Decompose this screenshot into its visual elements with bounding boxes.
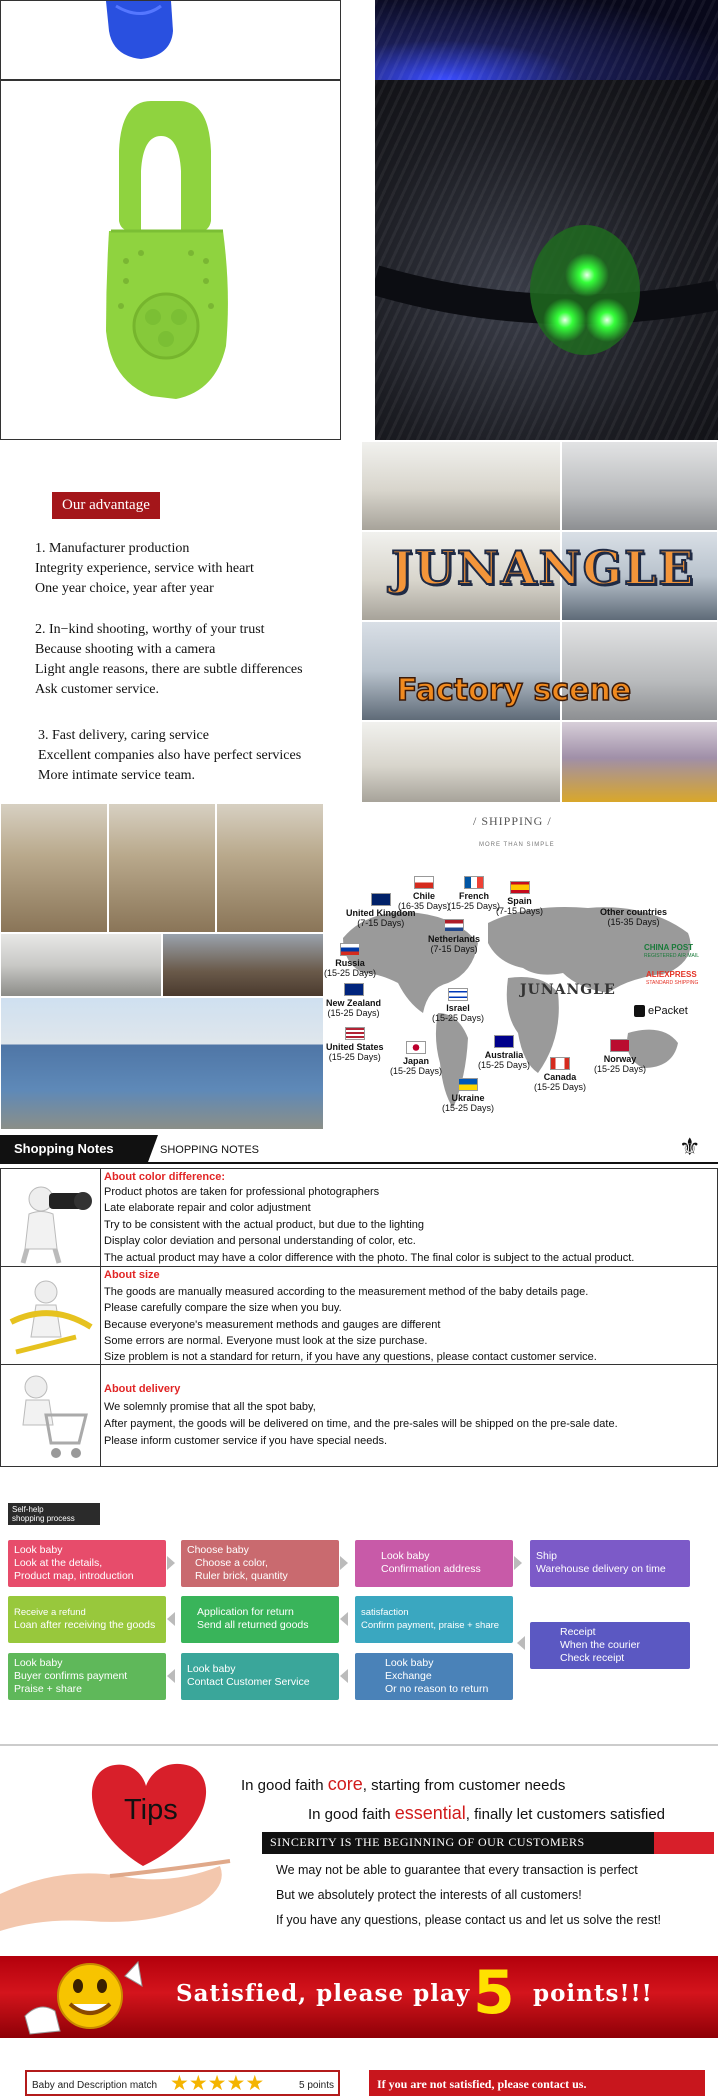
ukraine-flag-icon xyxy=(458,1078,478,1091)
process-step: Receive a refund Loan after receiving the goods xyxy=(8,1596,166,1643)
country-israel: Israel (15-25 Days) xyxy=(432,988,484,1023)
warehouse-photo xyxy=(0,803,108,933)
country-united-states: United States (15-25 Days) xyxy=(326,1027,384,1062)
spain-flag-icon xyxy=(510,881,530,894)
measuring-tape-icon xyxy=(1,1267,101,1364)
process-arrow xyxy=(514,1556,522,1570)
advantage-line: 2. In−kind shooting, worthy of your trust xyxy=(35,622,265,637)
country-chile: Chile (16-35 Days) xyxy=(398,876,450,911)
rating-box xyxy=(25,2070,340,2096)
process-tag: Self-help shopping process xyxy=(8,1503,100,1525)
factory-brand: JUNANGLE xyxy=(391,541,696,595)
notes-tab-arrow xyxy=(148,1135,158,1162)
notes-line: Late elaborate repair and color adjustment xyxy=(104,1202,311,1214)
green-light-photo xyxy=(0,80,341,440)
tips-note: But we absolutely protect the interests of all customers! xyxy=(276,1888,582,1902)
tips-line-core: In good faith core, starting from customer needs xyxy=(241,1774,566,1794)
uk-flag-icon xyxy=(371,893,391,906)
advantage-line: One year choice, year after year xyxy=(35,581,214,596)
process-arrow xyxy=(167,1556,175,1570)
russia-flag-icon xyxy=(340,943,360,956)
rating-stars xyxy=(170,2073,264,2095)
epacket-icon xyxy=(634,1005,645,1017)
shipping-panel xyxy=(324,803,718,1130)
notes-line: Some errors are normal. Everyone must look at the size purchase. xyxy=(104,1335,428,1347)
notes-icon-cell xyxy=(1,1169,101,1266)
warehouse-collage xyxy=(0,803,324,1130)
heart-in-hand-icon xyxy=(0,1746,250,1958)
notes-icon-cell xyxy=(1,1365,101,1466)
country-spain: Spain (7-15 Days) xyxy=(496,881,543,916)
process-arrow xyxy=(340,1669,348,1683)
process-step: Receipt When the courier Check receipt xyxy=(530,1622,690,1669)
australia-flag-icon xyxy=(494,1035,514,1048)
notes-heading: About color difference: xyxy=(104,1171,226,1183)
blue-glow-photo xyxy=(375,0,718,80)
green-silicone-light-icon xyxy=(1,81,342,441)
country-australia: Australia (15-25 Days) xyxy=(478,1035,530,1070)
not-satisfied-notice: If you are not satisfied, please contact us. xyxy=(369,2070,705,2096)
usa-flag-icon xyxy=(345,1027,365,1040)
star-icon: ★ xyxy=(170,2072,189,2095)
notes-line: Size problem is not a standard for return, if you have any questions, please contact customer service. xyxy=(104,1351,597,1363)
country-norway: Norway (15-25 Days) xyxy=(594,1039,646,1074)
process-step: Look baby Buyer confirms payment Praise + share xyxy=(8,1653,166,1700)
chile-flag-icon xyxy=(414,876,434,889)
warehouse-photo xyxy=(0,933,162,997)
advantage-line: Because shooting with a camera xyxy=(35,642,216,657)
factory-photo xyxy=(561,441,718,531)
process-step: Look baby Contact Customer Service xyxy=(181,1653,339,1700)
satisfied-five: 5 xyxy=(473,1958,515,2028)
advantage-line: 3. Fast delivery, caring service xyxy=(38,728,209,743)
tips-note: If you have any questions, please contact us and let us solve the rest! xyxy=(276,1913,661,1927)
shipping-title: / SHIPPING / xyxy=(473,814,552,828)
notes-line: Display color deviation and personal understanding of color, etc. xyxy=(104,1235,416,1247)
courier-china-post: CHINA POST REGISTERED AIR MAIL xyxy=(644,943,700,959)
star-icon: ★ xyxy=(226,2072,246,2095)
notes-line: Please inform customer service if you have special needs. xyxy=(104,1435,388,1447)
notes-line: The goods are manually measured according to the measurement method of the baby details page. xyxy=(104,1286,589,1298)
country-other: Other countries (15-35 Days) xyxy=(600,907,668,927)
country-netherlands: Netherlands (7-15 Days) xyxy=(428,919,480,954)
country-ukraine: Ukraine (15-25 Days) xyxy=(442,1078,494,1113)
tips-note: We may not be able to guarantee that every transaction is perfect xyxy=(276,1863,638,1877)
process-step: Look baby Confirmation address xyxy=(355,1540,513,1587)
notes-row-delivery xyxy=(0,1364,718,1467)
advantage-line: Integrity experience, service with heart xyxy=(35,561,254,576)
norway-flag-icon xyxy=(610,1039,630,1052)
process-arrow xyxy=(167,1612,175,1626)
advantage-line: More intimate service team. xyxy=(38,768,196,783)
star-icon: ★ xyxy=(207,2072,227,2095)
warehouse-photo xyxy=(108,803,216,933)
satisfied-text-post: points!!! xyxy=(533,1980,653,2007)
shopping-cart-person-icon xyxy=(1,1365,101,1466)
netherlands-flag-icon xyxy=(444,919,464,932)
star-icon: ★ xyxy=(188,2072,208,2095)
warehouse-photo xyxy=(216,803,324,933)
process-arrow xyxy=(340,1612,348,1626)
factory-collage xyxy=(361,441,718,803)
country-japan: Japan (15-25 Days) xyxy=(390,1041,442,1076)
shopping-notes-bar xyxy=(0,1135,718,1164)
notes-line: Please carefully compare the size when you buy. xyxy=(104,1302,342,1314)
shipping-subtitle: MORE THAN SIMPLE xyxy=(479,842,555,848)
advantage-line: Ask customer service. xyxy=(35,682,160,697)
tips-line-essential: In good faith essential, finally let customers satisfied xyxy=(308,1803,666,1823)
country-french: French (15-25 Days) xyxy=(448,876,500,911)
france-flag-icon xyxy=(464,876,484,889)
blue-light-photo xyxy=(0,0,341,80)
shopping-notes-subtitle: SHOPPING NOTES xyxy=(160,1144,260,1156)
camera-person-icon xyxy=(1,1169,101,1266)
rating-label: Baby and Description match xyxy=(32,2080,158,2091)
notes-row-color xyxy=(0,1168,718,1267)
notes-icon-cell xyxy=(1,1267,101,1364)
newzealand-flag-icon xyxy=(344,983,364,996)
country-russia: Russia (15-25 Days) xyxy=(324,943,376,978)
notes-heading: About size xyxy=(104,1269,160,1281)
country-new-zealand: New Zealand (15-25 Days) xyxy=(326,983,381,1018)
process-step: Choose baby Choose a color, Ruler brick, quantity xyxy=(181,1540,339,1587)
process-step: satisfaction Confirm payment, praise + share xyxy=(355,1596,513,1643)
satisfied-banner xyxy=(0,1956,718,2038)
green-glow-photo xyxy=(375,80,718,440)
process-arrow xyxy=(167,1669,175,1683)
advantage-line: Excellent companies also have perfect services xyxy=(38,748,302,763)
factory-photo xyxy=(361,441,561,531)
shipping-brand: JUNANGLE xyxy=(520,982,616,998)
notes-row-size xyxy=(0,1266,718,1365)
notes-line: Try to be consistent with the actual product, but due to the lighting xyxy=(104,1219,425,1231)
process-step: Look baby Exchange Or no reason to return xyxy=(355,1653,513,1700)
factory-caption: Factory scene xyxy=(397,673,632,708)
factory-photo xyxy=(561,721,718,803)
advantage-line: 1. Manufacturer production xyxy=(35,541,190,556)
process-step: Look baby Look at the details, Product map, introduction xyxy=(8,1540,166,1587)
canada-flag-icon xyxy=(550,1057,570,1070)
green-glow-light-icon xyxy=(375,80,718,440)
fleur-de-lis-icon: ⚜ xyxy=(679,1134,701,1161)
star-icon: ★ xyxy=(245,2072,265,2095)
process-arrow xyxy=(340,1556,348,1570)
notes-line: After payment, the goods will be delivered on time, and the pre-sales will be shipped on the pre-sale date. xyxy=(104,1418,618,1430)
advantage-line: Light angle reasons, there are subtle differences xyxy=(35,662,303,677)
shopping-notes-tab: Shopping Notes xyxy=(0,1135,148,1162)
country-canada: Canada (15-25 Days) xyxy=(534,1057,586,1092)
warehouse-photo xyxy=(0,997,324,1130)
satisfied-text-pre: Satisfied, please play xyxy=(176,1980,471,2007)
factory-photo xyxy=(361,721,561,803)
country-united-kingdom: United Kingdom (7-15 Days) xyxy=(346,893,416,928)
rating-points: 5 points xyxy=(299,2080,335,2091)
tips-label: Tips xyxy=(124,1794,178,1826)
notes-line: We solemnly promise that all the spot baby, xyxy=(104,1401,316,1413)
notes-line: Product photos are taken for professional photographers xyxy=(104,1186,380,1198)
process-arrow xyxy=(517,1636,525,1650)
warehouse-photo xyxy=(162,933,324,997)
sincerity-banner: SINCERITY IS THE BEGINNING OF OUR CUSTOMERS xyxy=(262,1832,714,1854)
process-step: Ship Warehouse delivery on time xyxy=(530,1540,690,1587)
notes-line: Because everyone's measurement methods and gauges are different xyxy=(104,1319,441,1331)
advantage-badge: Our advantage xyxy=(52,492,160,519)
thumbs-up-smiley-icon xyxy=(20,1956,150,2038)
israel-flag-icon xyxy=(448,988,468,1001)
courier-aliexpress: ALIEXPRESS STANDARD SHIPPING xyxy=(646,970,699,986)
notes-heading: About delivery xyxy=(104,1383,181,1395)
process-step: Application for return Send all returned goods xyxy=(181,1596,339,1643)
notes-line: The actual product may have a color difference with the photo. The final color is subject to the actual product. xyxy=(104,1252,635,1264)
tips-panel xyxy=(0,1744,718,1956)
japan-flag-icon xyxy=(406,1041,426,1054)
courier-epacket: ePacket xyxy=(634,1005,688,1017)
blue-silicone-light-icon xyxy=(1,1,342,81)
